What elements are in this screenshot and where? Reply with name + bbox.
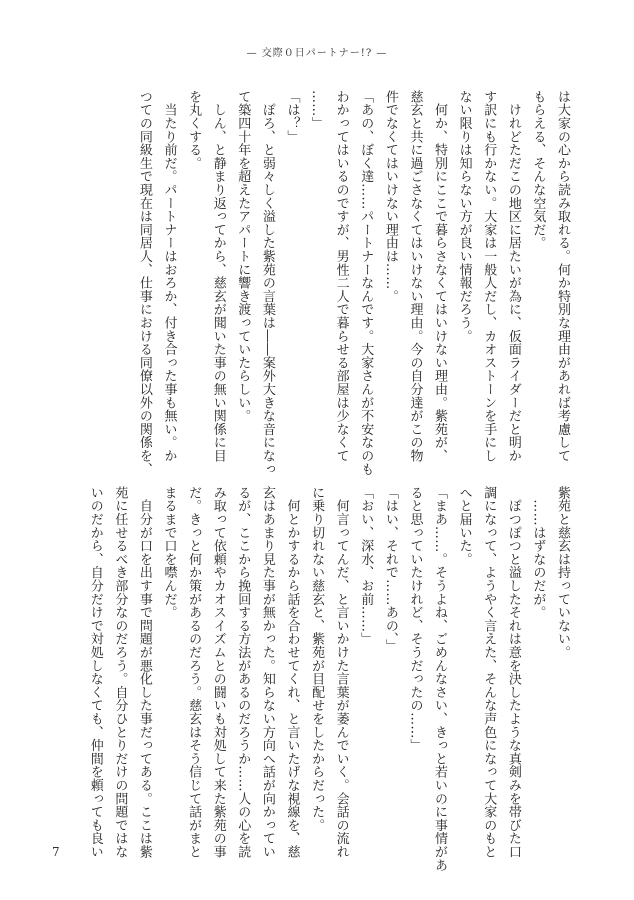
text-line: ると思っていたけれど、そうだったの……」	[407, 486, 423, 752]
text-line: まるまで口を噤んだ。	[161, 486, 177, 619]
text-line: けれどただこの地区に居たいが為に、仮面ライダーだと明か	[505, 90, 521, 463]
text-line: へと届いた。	[456, 486, 472, 566]
text-line: 「おい、深水、お前……」	[358, 486, 374, 646]
text-line: だ。きっと何か策があるのだろう。慈玄はそう信じて話がまと	[186, 486, 202, 859]
text-line: るが、ここから挽回する方法があるのだろうか……人の心を読	[235, 486, 251, 859]
text-line: は大家の心から読み取れる。何か特別な理由があれば考慮して	[555, 90, 570, 463]
text-line: いのだから、自分だけで対処しなくても、仲間を頼っても良い	[87, 486, 103, 859]
text-line: ぽろ、と弱々しく溢した紫苑の言葉は――案外大きな音になっ	[259, 90, 275, 476]
text-line: 「まあ……。そうよね、ごめんなさい、きっと若いのに事情があ	[432, 486, 448, 872]
text-line: 自分が口を出す事で問題が悪化した事だってある。ここは紫	[136, 486, 152, 859]
text-line: わかってはいるのですが、男性二人で暮らせる部屋は少なくて	[333, 90, 349, 463]
text-line: 何とかするから話を合わせてくれ、と言いたげな視線を、慈	[284, 486, 300, 859]
text-line: 当たり前だ。パートナーはおろか、付き合った事も無い。か	[161, 90, 177, 463]
text-line: 件でなくてはいけない理由は……。	[382, 90, 398, 303]
text-line: ない限りは知らない方が良い情報だろう。	[456, 90, 472, 343]
text-line: しん、と静まり返ってから、慈玄が聞いた事の無い関係に目	[210, 90, 226, 463]
running-header: — 交際０日パートナー!? —	[246, 48, 388, 59]
text-line: て築四十年を超えたアパートに響き渡っていたらしい。	[235, 90, 251, 423]
text-line: 「はい、それで……あの、」	[382, 486, 398, 653]
text-line: 何か、特別にここで暮らさなくてはいけない理由。紫苑が、	[432, 90, 448, 463]
text-line: み取って依頼やカオスイズムとの闘いも対処して来た紫苑の事	[210, 486, 226, 859]
text-line: 紫苑と慈玄は持っていない。	[555, 486, 570, 659]
text-line: ぽつぽつと溢したそれは意を決したような真剣みを帯びた口	[505, 486, 521, 859]
text-line: もらえる、そんな空気だ。	[530, 90, 546, 250]
text-line: 「は？」	[284, 90, 300, 144]
text-line: 苑に任せるべき部分なのだろう。自分ひとりだけの問題ではな	[112, 486, 128, 859]
text-line: す訳にも行かない。大家は一般人だし、カオストーンを手にし	[481, 90, 497, 463]
text-line: を丸くする。	[186, 90, 202, 170]
text-line: ……」	[309, 90, 325, 130]
text-line: 何言ってんだ、と言いかけた言葉が萎んでいく。会話の流れ	[333, 486, 349, 859]
page-number: 7	[52, 845, 60, 859]
text-line: つての同級生で現在は同居人、仕事における同僚以外の関係を、	[136, 90, 152, 476]
text-block-lower	[87, 486, 574, 872]
text-line: 慈玄と共に過ごさなくてはいけない理由。今の自分達がこの物	[407, 90, 423, 463]
text-line: 調になって、ようやく言えた、そんな声色になって大家のもと	[481, 486, 497, 859]
text-line: に乗り切れない慈玄と、紫苑が目配せをしたからだった。	[309, 486, 325, 832]
text-line: 「あの、ぼく達……パートナーなんです。大家さんが不安なのも	[358, 90, 374, 476]
text-line: 玄はあまり見た事が無かった。知らない方向へ話が向かってい	[259, 486, 275, 859]
text-line: ……はずなのだが。	[530, 486, 546, 619]
text-block-upper	[114, 90, 574, 476]
